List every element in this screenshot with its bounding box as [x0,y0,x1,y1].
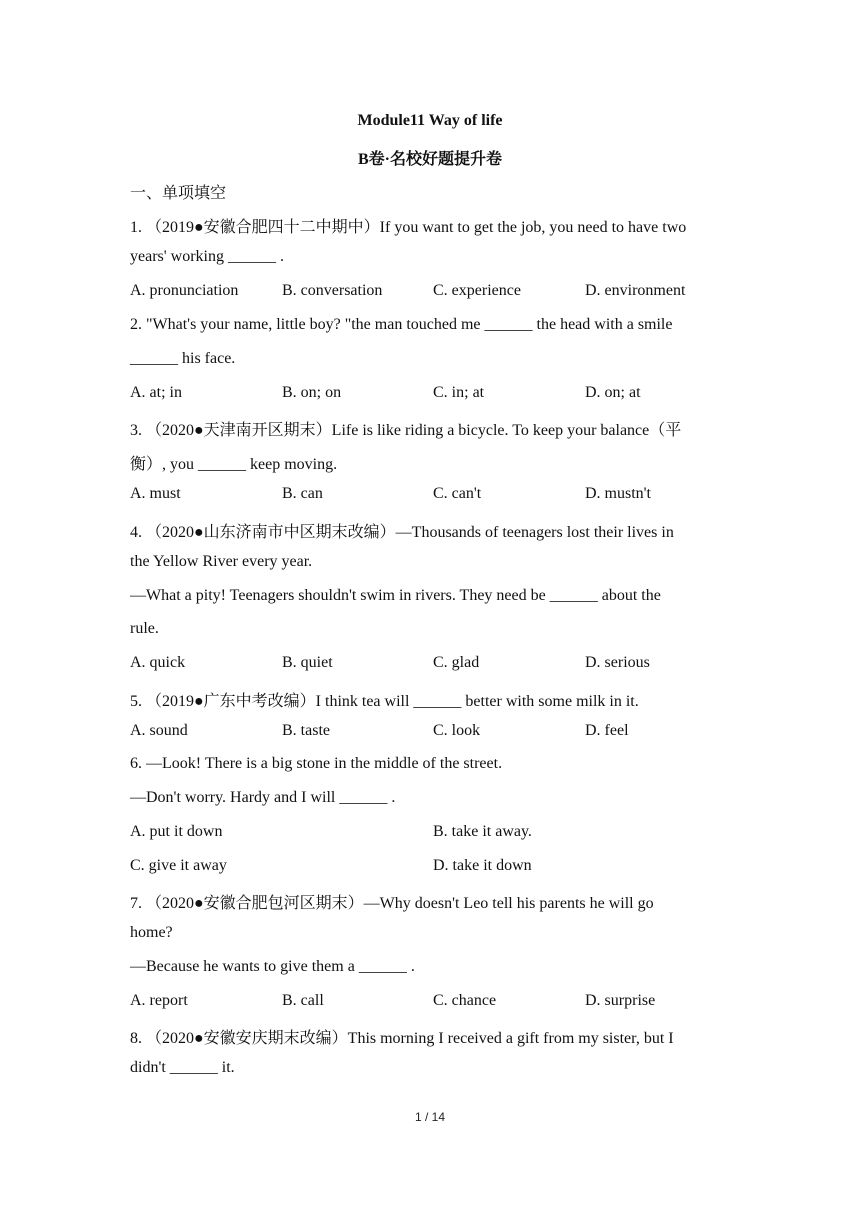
question-4-line-3: —What a pity! Teenagers shouldn't swim in rivers. They need be ______ about the [130,587,661,604]
question-5-option-c: C. look [433,722,481,739]
question-8-line-1: 8. （2020●安徽安庆期末改编）This morning I received a gift from my sister, but I [130,1030,674,1047]
question-6-line-1: 6. —Look! There is a big stone in the middle of the street. [130,755,503,772]
question-3-option-c: C. can't [433,485,482,502]
question-2-line-1: 2. "What's your name, little boy? "the man touched me ______ the head with a smile [130,316,673,333]
question-5-option-b: B. taste [282,722,330,739]
question-1-option-b: B. conversation [282,282,383,299]
question-7-line-2: home? [130,924,173,941]
question-4-option-a: A. quick [130,654,186,671]
question-1-option-c: C. experience [433,282,521,299]
question-8-line-2: didn't ______ it. [130,1059,235,1076]
question-6-option-c: C. give it away [130,857,227,874]
question-2-option-c: C. in; at [433,384,485,401]
question-7-option-a: A. report [130,992,188,1009]
question-3-line-2: 衡）, you ______ keep moving. [130,456,338,473]
page-number: 1 / 14 [414,1110,446,1124]
question-7-line-3: —Because he wants to give them a ______ . [130,958,415,975]
question-5-line-1: 5. （2019●广东中考改编）I think tea will ______ better with some milk in it. [130,693,639,710]
question-7-option-b: B. call [282,992,324,1009]
question-4-option-c: C. glad [433,654,480,671]
question-7-option-d: D. surprise [585,992,656,1009]
question-6-option-a: A. put it down [130,823,223,840]
question-3-option-b: B. can [282,485,323,502]
question-7-option-c: C. chance [433,992,497,1009]
document-title: Module11 Way of life [357,112,503,129]
question-7-line-1: 7. （2020●安徽合肥包河区期末）—Why doesn't Leo tell his parents he will go [130,895,654,912]
question-3-option-a: A. must [130,485,181,502]
question-4-line-2: the Yellow River every year. [130,553,313,570]
question-2-option-b: B. on; on [282,384,342,401]
question-4-option-d: D. serious [585,654,650,671]
question-5-option-d: D. feel [585,722,629,739]
question-2-option-a: A. at; in [130,384,182,401]
question-2-option-d: D. on; at [585,384,641,401]
question-4-option-b: B. quiet [282,654,333,671]
section-heading: 一、单项填空 [130,185,227,202]
question-6-option-b: B. take it away. [433,823,532,840]
question-2-line-2: ______ his face. [130,350,236,367]
question-1-option-d: D. environment [585,282,686,299]
question-1-line-1: 1. （2019●安徽合肥四十二中期中）If you want to get the job, you need to have two [130,219,687,236]
question-4-line-1: 4. （2020●山东济南市中区期末改编）—Thousands of teenagers lost their lives in [130,524,674,541]
question-1-option-a: A. pronunciation [130,282,239,299]
question-6-option-d: D. take it down [433,857,532,874]
question-3-option-d: D. mustn't [585,485,651,502]
question-6-line-2: —Don't worry. Hardy and I will ______ . [130,789,396,806]
document-subtitle: B卷·名校好题提升卷 [357,151,502,168]
question-3-line-1: 3. （2020●天津南开区期末）Life is like riding a bicycle. To keep your balance（平 [130,422,682,439]
question-1-line-2: years' working ______ . [130,248,284,265]
question-4-line-4: rule. [130,620,159,637]
question-5-option-a: A. sound [130,722,188,739]
